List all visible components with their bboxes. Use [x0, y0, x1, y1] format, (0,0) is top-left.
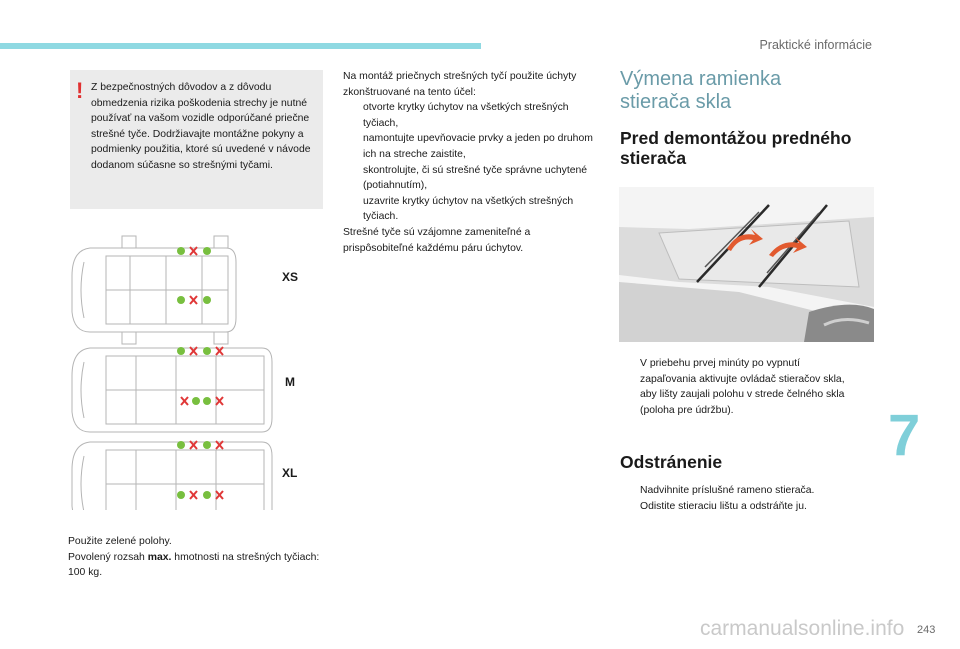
mounting-instructions: [343, 69, 593, 256]
mounting-intro: Na montáž priečnych strešných tyčí použite úchyty zkonštruované na tento účel:: [343, 71, 577, 98]
page-title: Výmena ramienka stierača skla: [620, 68, 782, 113]
watermark: carmanualsonline.info: [700, 617, 905, 640]
van-label-xs: XS: [282, 270, 299, 284]
removal-step: Nadvihnite príslušné rameno stierača.: [640, 485, 815, 496]
subheading-removal: Odstránenie: [620, 452, 723, 472]
caption-line-2: Povolený rozsah max. hmotnosti na strešných tyčiach: 100 kg.: [68, 551, 320, 579]
exclamation-icon: !: [76, 78, 84, 103]
chapter-number: 7: [888, 403, 921, 468]
van-label-xl: XL: [282, 466, 298, 480]
van-m-diagram: [72, 347, 272, 432]
warning-text: Z bezpečnostných dôvodov a z dôvodu obmedzenia rizika poškodenia strechy je nutné používať na vašom vozidle odporúčané priečne strešné tyče. Dodržiavajte montážne pokyny a podmienky použitia, ktoré sú uvedené v návode dodanom súčasne so strešnými tyčami.: [91, 82, 311, 171]
mounting-outro: Strešné tyče sú vzájomne zameniteľné a prispôsobiteľné každému páru úchytov.: [343, 226, 531, 254]
wiper-illustration: [619, 187, 874, 342]
van-xs-diagram: [72, 236, 236, 344]
header-accent-bar: [0, 43, 481, 49]
van-xl-diagram: [72, 441, 272, 510]
removal-step: Odistite stieraciu lištu a odstráňte ju.: [640, 500, 807, 512]
mounting-step: namontujte upevňovacie prvky a jeden po druhom ich na streche zaistite,: [363, 133, 593, 160]
roof-load-caption: [68, 534, 328, 581]
section-title: Praktické informácie: [759, 38, 872, 52]
mounting-step: skontrolujte, či sú strešné tyče správne uchytené (potiahnutím),: [363, 164, 588, 192]
service-position-note: V priebehu prvej minúty po vypnutí zapaľovania aktivujte ovládač stieračov skla, aby lišty zaujali polohu v strede čelného skla (poloha pre údržbu).: [640, 358, 845, 416]
removal-steps: [620, 483, 870, 514]
van-label-m: M: [285, 375, 295, 389]
mounting-step: uzavrite krytky úchytov na všetkých strešných tyčiach.: [363, 195, 574, 223]
page-number: 243: [917, 624, 936, 636]
subheading-before-removal: Pred demontážou predného stierača: [620, 128, 852, 168]
mounting-step: otvorte krytky úchytov na všetkých strešných tyčiach,: [363, 102, 569, 129]
caption-line-1: Použite zelené polohy.: [68, 536, 172, 547]
